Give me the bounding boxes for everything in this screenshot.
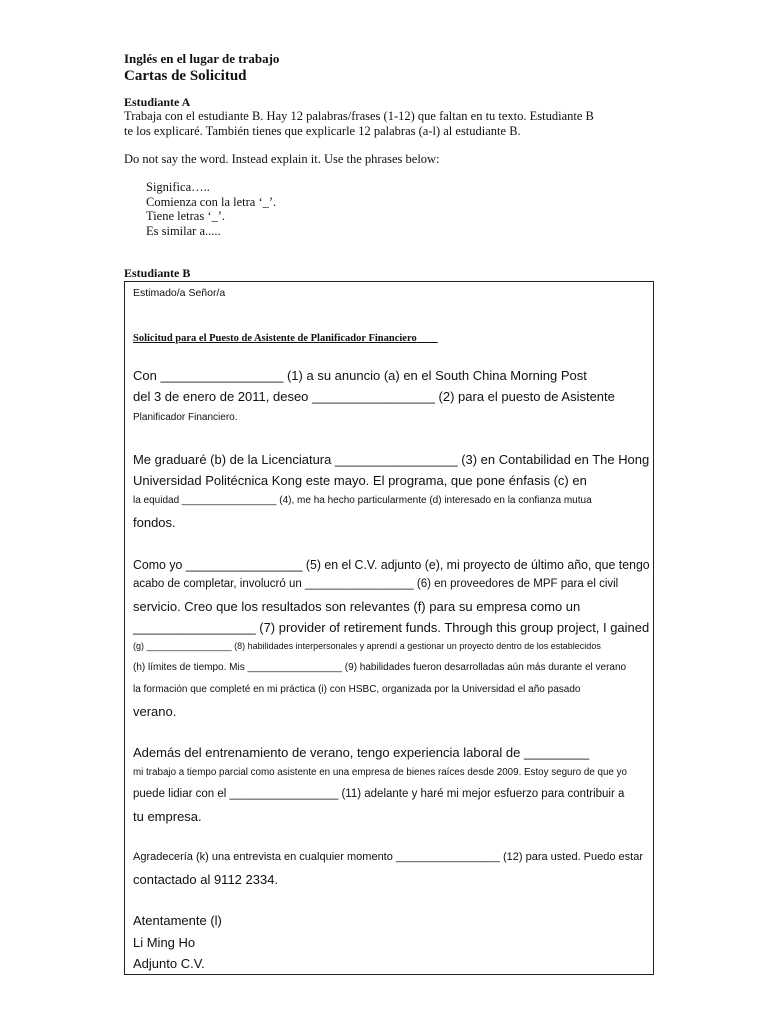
letter-subject-underline	[417, 333, 438, 344]
letter-line: acabo de completar, involucró un _________________ (6) en proveedores de MPF para el civil	[133, 578, 619, 590]
phrase-list	[146, 180, 276, 238]
letter-line: la equidad _________________ (4), me ha hecho particularmente (d) interesado en la confianza mutua	[133, 495, 592, 506]
student-a-text-line-1: Trabaja con el estudiante B. Hay 12 palabras/frases (1-12) que faltan en tu texto. Estudiante B	[124, 109, 594, 123]
letter-line: servicio. Creo que los resultados son relevantes (f) para su empresa como un	[133, 599, 581, 614]
phrase-item: Comienza con la letra ‘_’.	[146, 194, 277, 209]
letter-line: _________________ (7) provider of retirement funds. Through this group project, I gained	[133, 620, 650, 635]
letter-line: Con _________________ (1) a su anuncio (a) en el South China Morning Post	[133, 368, 587, 383]
letter-line: puede lidiar con el _________________ (11) adelante y haré mi mejor esfuerzo para contribuir a	[133, 788, 625, 800]
letter-signature: Li Ming Ho	[133, 935, 196, 950]
phrase-item: Es similar a.....	[146, 223, 221, 238]
letter-line: fondos.	[133, 515, 176, 530]
phrase-item: Tiene letras ‘_’.	[146, 209, 226, 223]
student-a-label: Estudiante A	[124, 95, 191, 109]
letter-line: Planificador Financiero.	[133, 412, 238, 423]
letter-line: (g) _________________ (8) habilidades interpersonales y aprendí a gestionar un proyecto dentro de los establecidos	[133, 641, 601, 651]
letter-line: Universidad Politécnica Kong este mayo. El programa, que pone énfasis (c) en	[133, 473, 587, 488]
letter-greeting: Estimado/a Señor/a	[133, 287, 226, 299]
letter-line: la formación que completé en mi práctica (i) con HSBC, organizada por la Universidad el año pasado	[133, 684, 581, 695]
letter-line: contactado al 9112 2334.	[133, 872, 279, 887]
letter-line: (h) límites de tiempo. Mis _________________ (9) habilidades fueron desarrolladas aún más durante el verano	[133, 662, 627, 673]
letter-line: Me graduaré (b) de la Licenciatura _________________ (3) en Contabilidad en The Hong	[133, 452, 650, 467]
instruction-text: Do not say the word. Instead explain it. Use the phrases below:	[124, 152, 440, 166]
letter-line: Agradecería (k) una entrevista en cualquier momento _________________ (12) para usted. Puedo estar	[133, 851, 644, 863]
letter-line: verano.	[133, 704, 177, 719]
student-a-text-line-2: te los explicaré. También tienes que explicarle 12 palabras (a-l) al estudiante B.	[124, 124, 521, 138]
letter-line: Además del entrenamiento de verano, tengo experiencia laboral de _________	[133, 745, 590, 760]
worksheet-title: Cartas de Solicitud	[124, 68, 247, 84]
letter-line: Como yo _________________ (5) en el C.V. adjunto (e), mi proyecto de último año, que tengo	[133, 557, 650, 572]
student-b-label: Estudiante B	[124, 266, 191, 280]
letter-line: tu empresa.	[133, 809, 202, 824]
course-title: Inglés en el lugar de trabajo	[124, 51, 280, 66]
letter-subject	[133, 328, 438, 346]
phrase-item: Significa…..	[146, 180, 210, 194]
letter-line: del 3 de enero de 2011, deseo _________________ (2) para el puesto de Asistente	[133, 389, 615, 404]
letter-closing: Atentamente (l)	[133, 913, 222, 928]
letter-line: mi trabajo a tiempo parcial como asistente en una empresa de bienes raíces desde 2009. Estoy seguro de que yo	[133, 767, 627, 778]
letter-enclosure: Adjunto C.V.	[133, 956, 205, 971]
letter-subject-text: Solicitud para el Puesto de Asistente de Planificador Financiero	[133, 333, 417, 344]
